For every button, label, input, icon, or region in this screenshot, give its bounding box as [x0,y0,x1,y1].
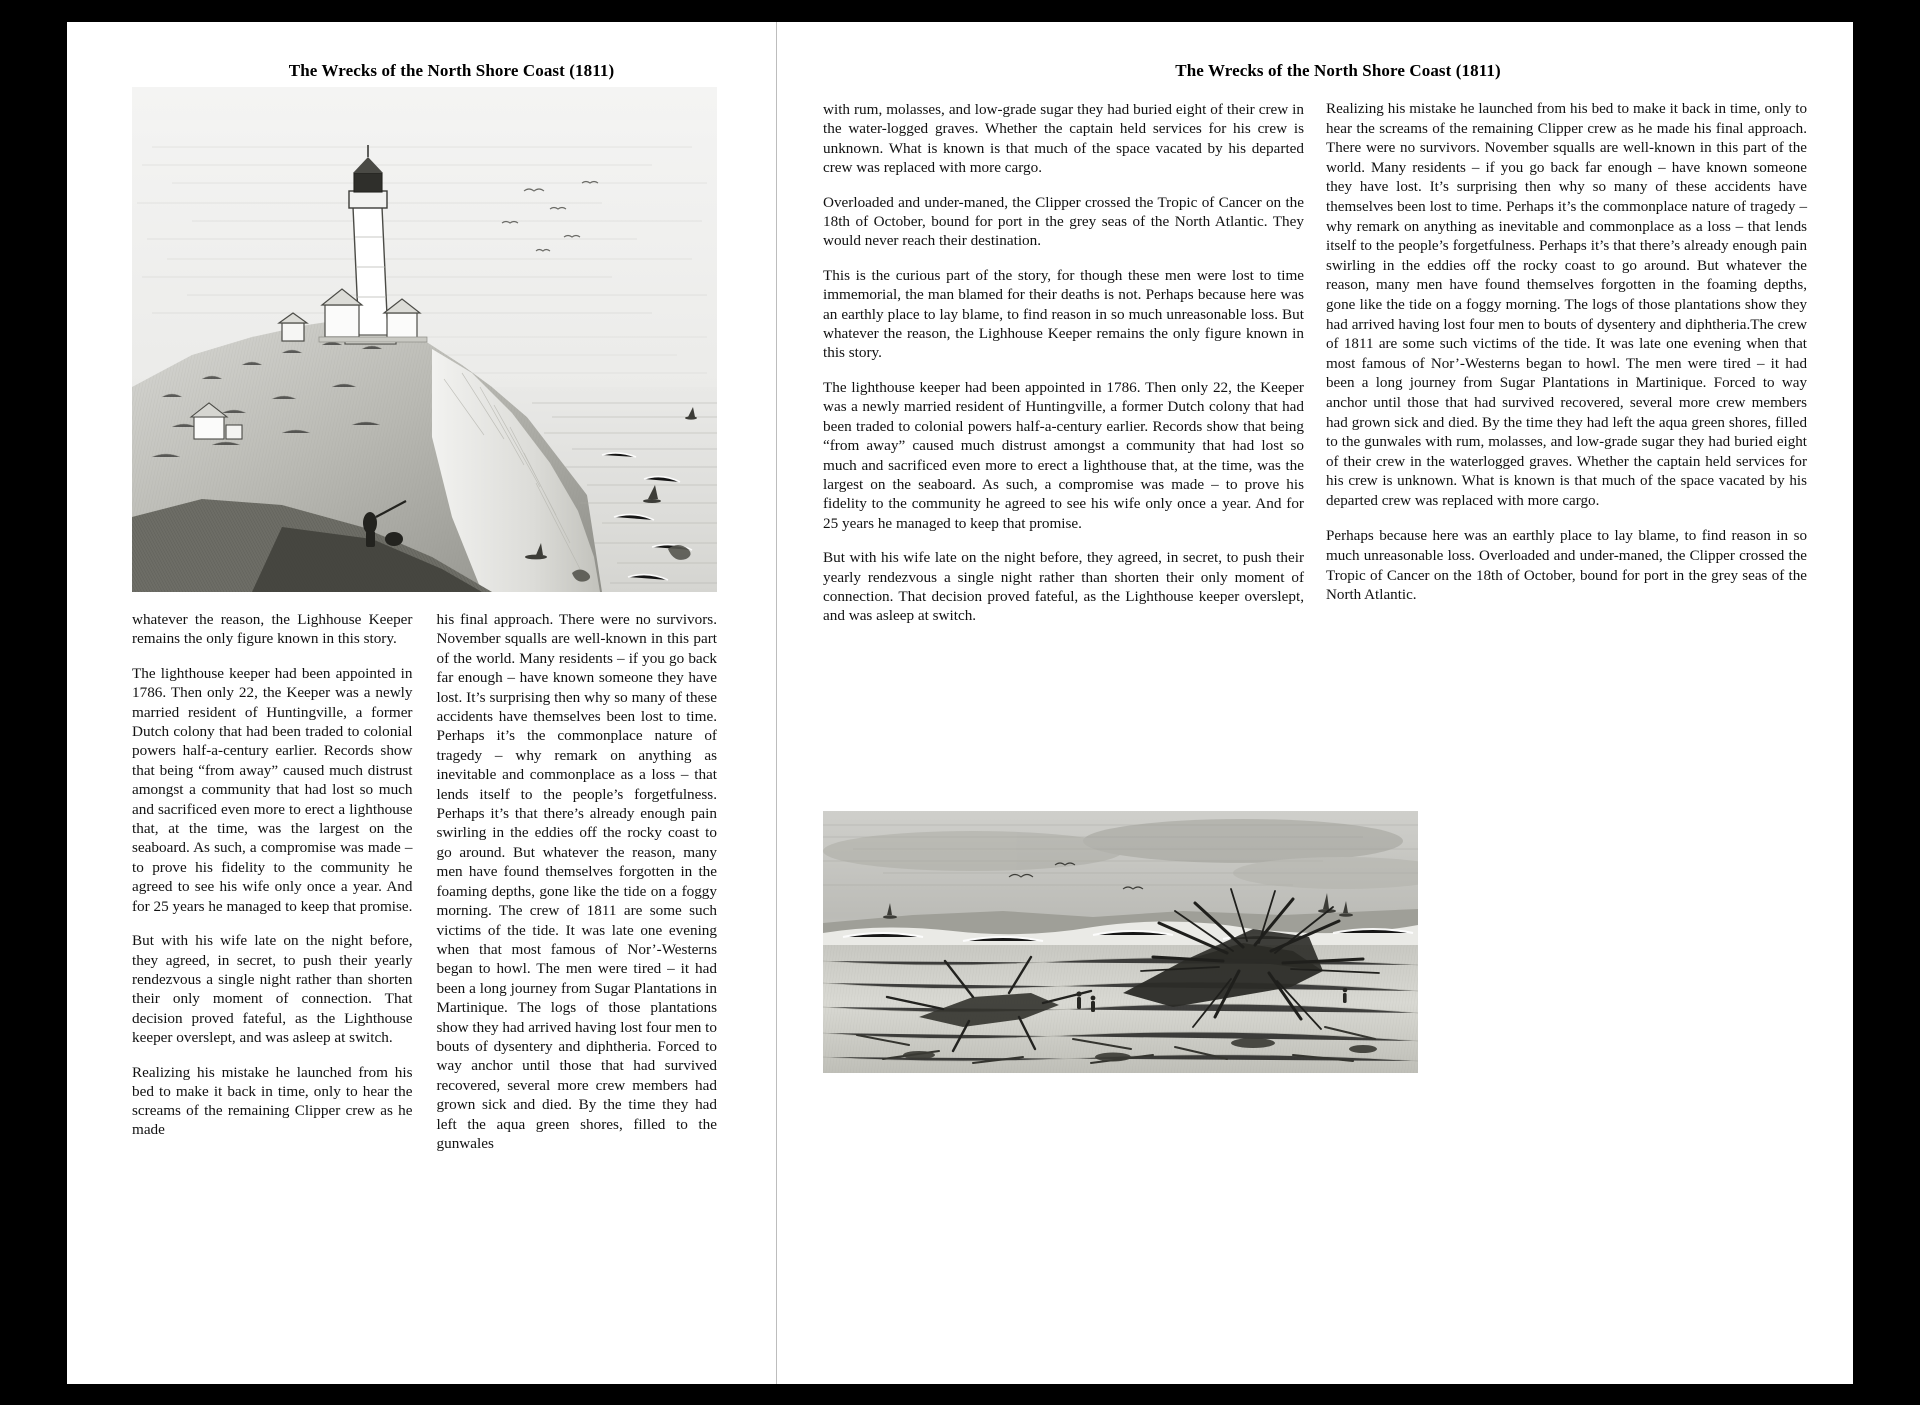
shipwreck-illustration [823,811,1418,1073]
right-page-column-2 [1326,100,1807,626]
paragraph: This is the curious part of the story, for though these men were lost to time immemorial, the man blamed for their deaths is not. Perhaps because here was an earthly place to lay blame, to find reason in so much unreasonable loss. But whatever the reason, the Lighhouse Keeper remains the only figure known in this story. [823,266,1304,362]
paragraph: The lighthouse keeper had been appointed in 1786. Then only 22, the Keeper was a newly married resident of Huntingville, a former Dutch colony that had been traded to colonial powers half-a-century earlier. Records show that being “from away” caused much distrust amongst a community that had lost so much and sacrificed even more to erect a lighthouse that, at the time, was the largest on the seaboard. As such, a compromise was made – to prove his fidelity to the community he agreed to see his wife only once a year. And for 25 years he managed to keep that promise. [132,664,413,915]
running-head-left: The Wrecks of the North Shore Coast (1811) [288,61,615,80]
left-page-column-2 [437,610,718,1153]
running-head-right: The Wrecks of the North Shore Coast (1811) [1175,61,1501,80]
book-spread [67,22,1853,1384]
right-page-column-1 [823,100,1304,626]
paragraph: with rum, molasses, and low-grade sugar they had buried eight of their crew in the water-logged graves. Whether the captain held services for his crew is unknown. What is known is that much of the space vacated by his departed crew was replaced with more cargo. [823,101,1304,177]
paragraph: his final approach. There were no survivors. November squalls are well-known in this part of the world. Many residents – if you go back far enough – have known someone they have lost. It’s surprising then why so many of these accidents have themselves been lost to time. Perhaps it’s the commonplace nature of tragedy – why remark on anything as inevitable and commonplace as a loss – that lends itself to the people’s forgetfulness. Perhaps it’s that there’s already enough pain swirling in the eddies off the rocky coast to go around. But whatever the reason, many men have found themselves forgotten in the foaming depths, gone like the tide on a foggy morning. The crew of 1811 are some such victims of the tide. It was late one evening when that most famous of Nor’-Westerns began to howl. The men were tired – it had been a long journey from Sugar Plantations in Martinique. The logs of those plantations show they had arrived having lost four men to bouts of dysentery and diphtheria. Forced to way anchor until those that had survived recovered, several more crew members had grown sick and died. By the time they had left the aqua green shores, filled to the gunwales [436,611,717,1152]
paragraph: But with his wife late on the night before, they agreed, in secret, to push their yearly rendezvous a single night rather than shorten their only moment of connection. That decision proved fateful, as the Lighthouse keeper overslept, and was asleep at switch. [132,932,413,1047]
lighthouse-illustration [132,87,717,592]
paragraph: Realizing his mistake he launched from his bed to make it back in time, only to hear the screams of the remaining Clipper crew as he made [132,1063,413,1139]
left-page-column-1 [132,610,413,1153]
right-page [776,22,1853,1384]
paragraph: But with his wife late on the night before, they agreed, in secret, to push their yearly rendezvous a single night rather than shorten their only moment of connection. That decision proved fateful, as the Lighthouse keeper overslept, and was asleep at switch. [823,549,1304,625]
paragraph: The lighthouse keeper had been appointed in 1786. Then only 22, the Keeper was a newly married resident of Huntingville, a former Dutch colony that had been traded to colonial powers half-a-century earlier. Records show that being “from away” caused much distrust amongst a community that had lost so much and sacrificed even more to erect a lighthouse that, at the time, was the largest on the seaboard. As such, a compromise was made – to prove his fidelity to the community he agreed to see his wife only once a year. And for 25 years he managed to keep that promise. [823,378,1304,532]
paragraph: Overloaded and under-maned, the Clipper crossed the Tropic of Cancer on the 18th of October, bound for port in the grey seas of the North Atlantic. They would never reach their destination. [823,193,1304,250]
paragraph: whatever the reason, the Lighhouse Keeper remains the only figure known in this story. [132,611,413,648]
left-page-columns [132,610,717,1153]
paragraph: Perhaps because here was an earthly place to lay blame, to find reason in so much unreasonable loss. Overloaded and under-maned, the Clipper crossed the Tropic of Cancer on the 18th of October, bound for port in the grey seas of the North Atlantic. [1326,528,1807,604]
right-page-columns [777,100,1853,626]
left-page [67,22,776,1384]
paragraph: Realizing his mistake he launched from his bed to make it back in time, only to hear the screams of the remaining Clipper crew as he made his final approach. There were no survivors. November squalls are well-known in this part of the world. Many residents – if you go back far enough – have known someone they have lost. It’s surprising then why so many of these accidents have themselves been lost to time. Perhaps it’s the commonplace nature of tragedy – why remark on anything as inevitable and commonplace as a loss – that lends itself to the people’s forgetfulness. Perhaps it’s that there’s already enough pain swirling in the eddies off the rocky coast to go around. But whatever the reason, many men have found themselves forgotten in the foaming depths, gone like the tide on a foggy morning. The logs of those plantations show they had arrived having lost four men to bouts of dysentery and diphtheria.The crew of 1811 are some such victims of the tide. It was late one evening when that most famous of Nor’-Westerns began to howl. The men were tired – it had been a long journey from Sugar Plantations in Martinique. Forced to way anchor until those that had survived recovered, several more crew members had grown sick and died. By the time they had left the aqua green shores, filled to the gunwales with rum, molasses, and low-grade sugar they had buried eight of their crew in the waterlogged graves. Whether the captain held services for his crew is unknown. What is known is that much of the space vacated by his departed crew was replaced with more cargo. [1326,101,1807,509]
